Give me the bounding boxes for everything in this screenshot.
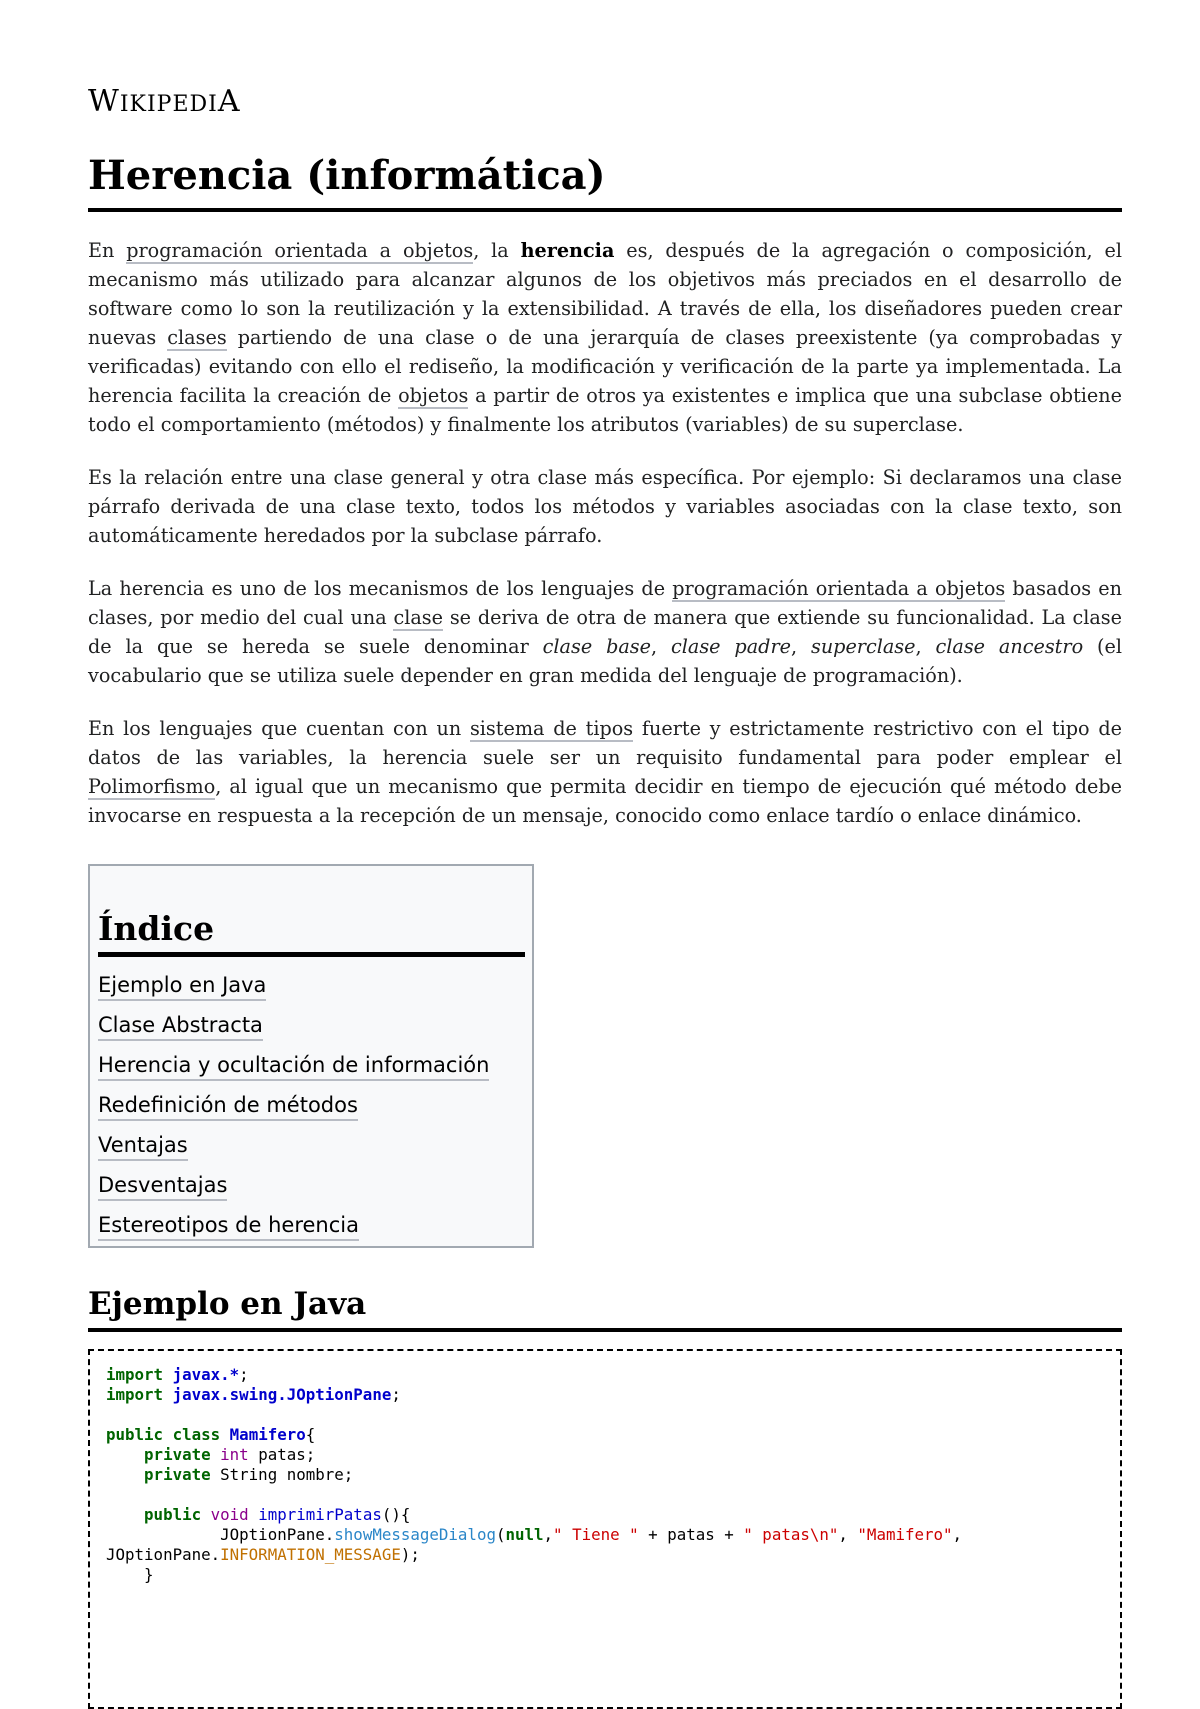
toc-item[interactable]: Estereotipos de herencia [98,1205,525,1245]
link-poo-2[interactable]: programación orientada a objetos [672,577,1006,600]
toc-item[interactable]: Desventajas [98,1165,525,1205]
wikipedia-logo[interactable] [88,84,241,119]
page-title: Herencia (informática) [88,148,1122,212]
paragraph-1: En programación orientada a objetos, la herencia es, después de la agregación o composición, el mecanismo más utilizado para alcanzar algunos de los objetivos más preciados en el desarrollo de software como lo son la reutilización y la extensibilidad. A través de ella, los diseñadores pueden crear nuevas clases partiendo de una clase o de una jerarquía de clases preexistente (ya comprobadas y verificadas) evitando con ello el rediseño, la modificación y verificación de la parte ya implementada. La herencia facilita la creación de objetos a partir de otros ya existentes e implica que una subclase obtiene todo el comportamiento (métodos) y finalmente los atributos (variables) de su superclase. [88,239,1122,436]
article-body [88,236,1122,854]
toc-item[interactable]: Herencia y ocultación de información [98,1045,525,1085]
toc-item[interactable]: Ventajas [98,1125,525,1165]
code-block: import javax.*; import javax.swing.JOptionPane; public class Mamifero{ private int patas; private String nombre; public void imprimirPatas(){ JOptionPane.showMessageDialog(null," Tiene " + patas + " patas\n", "Mamifero", JOptionPane.INFORMATION_MESSAGE); } [88,1349,1122,1709]
paragraph-2: Es la relación entre una clase general y otra clase más específica. Por ejemplo: Si declaramos una clase párrafo derivada de una clase texto, todos los métodos y variables asociadas con la clase texto, son automáticamente heredados por la subclase párrafo. [88,466,1122,547]
paragraph-3: La herencia es uno de los mecanismos de los lenguajes de programación orientada a objetos basados en clases, por medio del cual una clase se deriva de otra de manera que extiende su funcionalidad. La clase de la que se hereda se suele denominar clase base, clase padre, superclase, clase ancestro (el vocabulario que se utiliza suele depender en gran medida del lenguaje de programación). [88,577,1122,687]
link-poo[interactable]: programación orientada a objetos [126,239,474,262]
link-polimorfismo[interactable]: Polimorfismo [88,775,216,798]
logo-letters: IKIPEDI [119,92,218,117]
logo-letter-last: A [217,84,241,119]
link-clase[interactable]: clase [393,606,444,629]
link-sistema-de-tipos[interactable]: sistema de tipos [469,717,634,740]
toc-item[interactable]: Redefinición de métodos [98,1085,525,1125]
link-clases[interactable]: clases [167,326,227,349]
toc-title: Índice [98,906,525,957]
toc-list [98,965,525,1245]
link-objetos[interactable]: objetos [398,384,469,407]
paragraph-4: En los lenguajes que cuentan con un sistema de tipos fuerte y estrictamente restrictivo con el tipo de datos de las variables, la herencia suele ser un requisito fundamental para poder emplear el Polimorfismo, al igual que un mecanismo que permita decidir en tiempo de ejecución qué método debe invocarse en respuesta a la recepción de un mensaje, conocido como enlace tardío o enlace dinámico. [88,717,1122,827]
logo-letter: W [88,84,120,119]
toc-item[interactable]: Ejemplo en Java [98,965,525,1005]
section-heading-ejemplo-java: Ejemplo en Java [88,1280,1122,1332]
table-of-contents [88,864,534,1248]
toc-item[interactable]: Clase Abstracta [98,1005,525,1045]
bold-term-herencia: herencia [520,239,615,262]
